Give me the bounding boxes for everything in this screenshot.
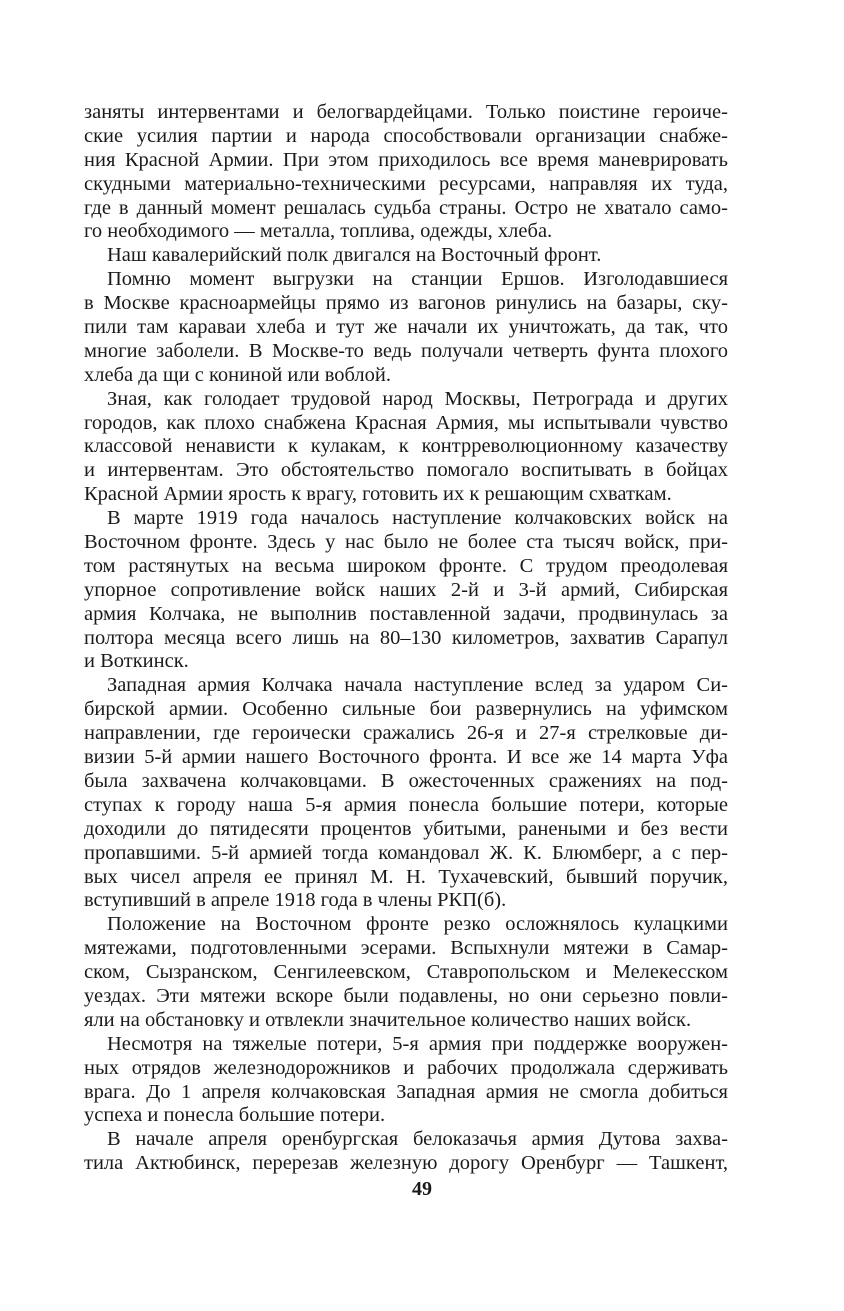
text-line: была захвачена колчаковцами. В ожесточенных сражениях на под- [84,769,728,792]
text-line: бирской армии. Особенно сильные бои развернулись на уфимском [84,698,728,721]
text-line: направлении, где героически сражались 26-я и 27-я стрелковые ди- [84,722,728,745]
text-line: том растянутых на весьма широком фронте. С трудом преодолевая [84,554,728,577]
text-line: ские усилия партии и народа способствовали организации снабже- [84,124,728,147]
text-line: мятежами, подготовленными эсерами. Вспыхнули мятежи в Самар- [84,937,728,960]
text-line: уездах. Эти мятежи вскоре были подавлены, но они серьезно повли- [84,984,728,1007]
text-line: Несмотря на тяжелые потери, 5-я армия при поддержке вооружен- [107,1032,728,1055]
text-line: городов, как плохо снабжена Красная Армия, мы испытывали чувство [84,411,728,434]
text-line: ском, Сызранском, Сенгилеевском, Ставропольском и Мелекесском [84,961,728,984]
text-line: и интервентам. Это обстоятельство помогало воспитывать в бойцах [84,459,728,482]
text-line: заняты интервентами и белогвардейцами. Только поистине героиче- [84,101,728,123]
text-line: вых чисел апреля ее принял М. Н. Тухачевский, бывший поручик, [84,865,728,888]
text-line: ния Красной Армии. При этом приходилось все время маневрировать [84,148,728,171]
text-line: где в данный момент решалась судьба страны. Остро не хватало само- [84,196,728,219]
text-line: классовой ненависти к кулакам, к контрреволюционному казачеству [84,435,728,458]
text-line: скудными материально-техническими ресурсами, направляя их туда, [84,172,728,195]
text-line: Помню момент выгрузки на станции Ершов. Изголодавшиеся [107,268,728,291]
text-line: и Воткинск. [84,650,189,673]
text-line: вступивший в апреле 1918 года в члены РКП(б). [84,889,507,912]
text-line: Положение на Восточном фронте резко осложнялось кулацкими [107,913,728,936]
text-line: Восточном фронте. Здесь у нас было не более ста тысяч войск, при- [84,531,728,554]
text-line: в Москве красноармейцы прямо из вагонов ринулись на базары, ску- [84,292,728,315]
text-line: В начале апреля оренбургская белоказачья армия Дутова захва- [107,1128,728,1151]
text-line: Западная армия Колчака начала наступление вслед за ударом Си- [107,674,728,697]
text-line: В марте 1919 года началось наступление колчаковских войск на [107,507,728,530]
text-line: пропавшими. 5-й армией тогда командовал Ж. К. Блюмберг, а с пер- [84,841,728,864]
text-line: пили там караваи хлеба и тут же начали их уничтожать, да так, что [84,316,728,339]
text-line: полтора месяца всего лишь на 80–130 километров, захватив Сарапул [84,626,728,649]
text-line: тила Актюбинск, перерезав железную дорогу Оренбург — Ташкент, [84,1152,728,1175]
text-line: многие заболели. В Москве-то ведь получали четверть фунта плохого [84,339,728,362]
text-line: успеха и понесла большие потери. [84,1104,386,1127]
text-line: ступах к городу наша 5-я армия понесла большие потери, которые [84,793,728,816]
text-line: Зная, как голодает трудовой народ Москвы, Петрограда и других [107,387,728,410]
body-text [84,101,728,1176]
text-line: врага. До 1 апреля колчаковская Западная армия не смогла добиться [84,1080,728,1103]
text-line: армия Колчака, не выполнив поставленной задачи, продвинулась за [84,602,728,625]
text-line: упорное сопротивление войск наших 2-й и 3-й армий, Сибирская [84,578,728,601]
text-line: доходили до пятидесяти процентов убитыми, ранеными и без вести [84,817,728,840]
text-line: яли на обстановку и отвлекли значительное количество наших войск. [84,1008,692,1031]
page-number: 49 [412,1178,432,1200]
text-line: го необходимого — металла, топлива, одежды, хлеба. [84,220,553,243]
text-line: визии 5-й армии нашего Восточного фронта. И все же 14 марта Уфа [84,746,728,769]
text-line: Наш кавалерийский полк двигался на Восточный фронт. [107,244,602,267]
text-line: ных отрядов железнодорожников и рабочих продолжала сдерживать [84,1056,728,1079]
text-line: Красной Армии ярость к врагу, готовить их к решающим схваткам. [84,483,672,506]
text-line: хлеба да щи с кониной или воблой. [84,363,391,386]
